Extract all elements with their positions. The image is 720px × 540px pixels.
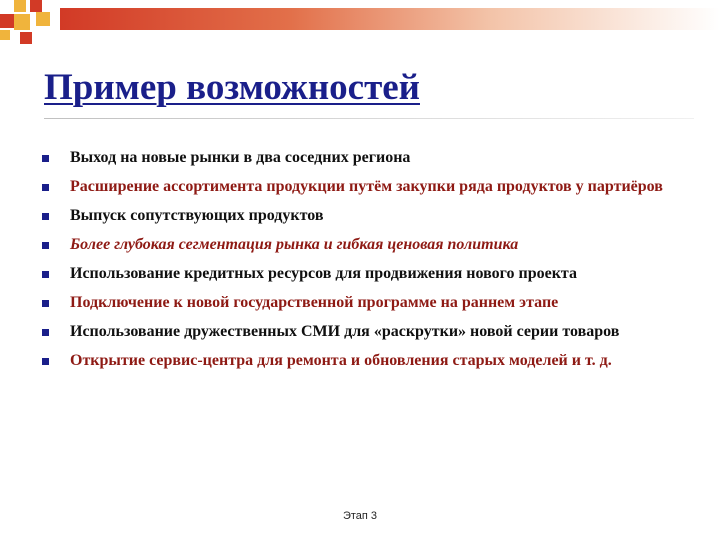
bullet-item xyxy=(38,262,678,286)
deco-square xyxy=(0,30,10,40)
square-bullet-icon xyxy=(42,329,49,336)
bullet-item xyxy=(38,349,678,373)
slide-footer: Этап 3 xyxy=(342,510,378,522)
title-divider xyxy=(44,118,694,119)
square-bullet-icon xyxy=(42,300,49,307)
bullet-list xyxy=(38,146,678,378)
deco-square xyxy=(30,0,42,12)
bullet-text: Выпуск сопутствующих продуктов xyxy=(70,207,324,224)
bullet-text: Использование дружественных СМИ для «раскрутки» новой серии товаров xyxy=(70,323,620,340)
bullet-item xyxy=(38,175,678,199)
deco-square xyxy=(14,0,26,12)
square-bullet-icon xyxy=(42,271,49,278)
slide-title: Пример возможностей xyxy=(44,67,420,108)
square-bullet-icon xyxy=(42,184,49,191)
bullet-item xyxy=(38,233,678,257)
bullet-text: Использование кредитных ресурсов для продвижения нового проекта xyxy=(70,265,577,282)
square-bullet-icon xyxy=(42,213,49,220)
header-gradient-bar xyxy=(60,8,720,30)
deco-square xyxy=(14,14,30,30)
bullet-text: Более глубокая сегментация рынка и гибкая ценовая политика xyxy=(70,236,519,253)
square-bullet-icon xyxy=(42,155,49,162)
corner-decoration xyxy=(0,0,720,45)
deco-square xyxy=(20,32,32,44)
bullet-text: Подключение к новой государственной программе на раннем этапе xyxy=(70,294,559,311)
deco-square xyxy=(36,12,50,26)
square-bullet-icon xyxy=(42,358,49,365)
bullet-item xyxy=(38,291,678,315)
deco-square xyxy=(0,14,14,28)
bullet-text: Выход на новые рынки в два соседних региона xyxy=(70,149,411,166)
bullet-item xyxy=(38,320,678,344)
bullet-item xyxy=(38,146,678,170)
bullet-text: Расширение ассортимента продукции путём закупки ряда продуктов у партиёров xyxy=(70,178,663,195)
square-bullet-icon xyxy=(42,242,49,249)
bullet-item xyxy=(38,204,678,228)
bullet-text: Открытие сервис-центра для ремонта и обновления старых моделей и т. д. xyxy=(70,352,612,369)
